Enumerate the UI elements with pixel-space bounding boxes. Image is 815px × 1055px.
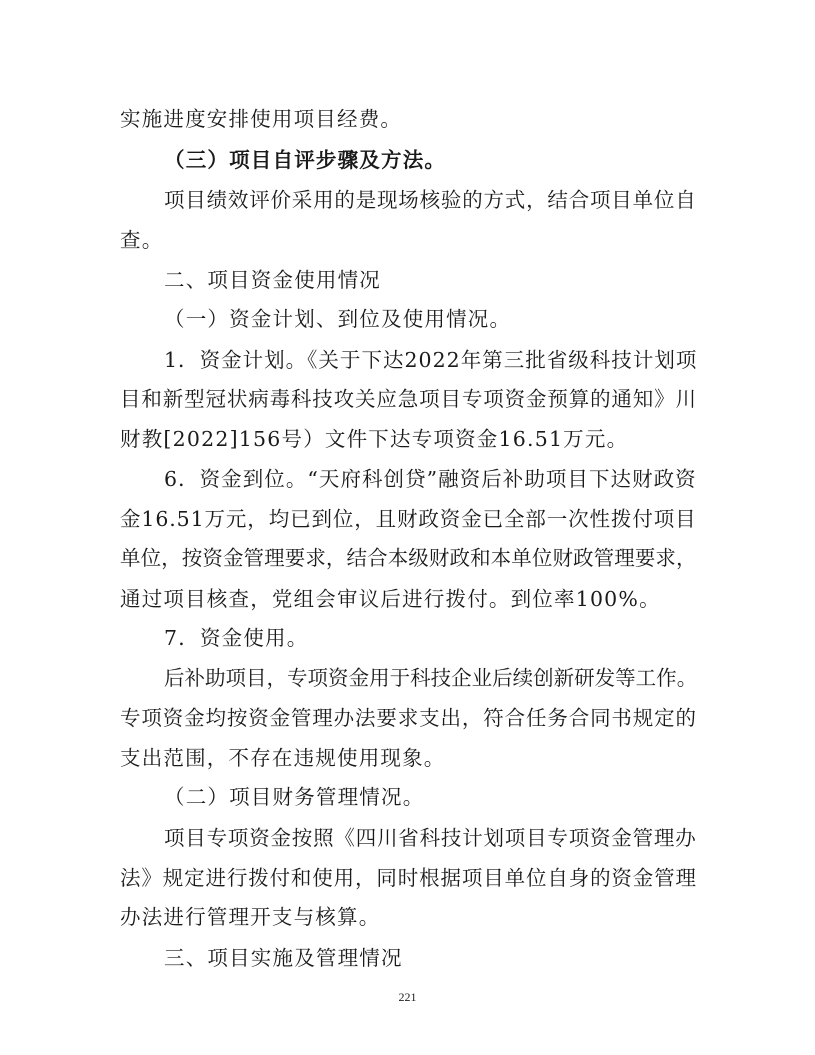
paragraph-line: 查。	[120, 228, 164, 252]
paragraph-line: 7．资金使用。	[164, 626, 309, 650]
paragraph-line: 通过项目核查，党组会审议后进行拨付。到位率100%。	[120, 587, 661, 611]
paragraph-line: 项目绩效评价采用的是现场核验的方式，结合项目单位自	[164, 188, 697, 212]
paragraph-line: 实施进度安排使用项目经费。	[120, 107, 403, 131]
paragraph-line: 支出范围，不存在违规使用现象。	[120, 746, 446, 770]
paragraph-line: 法》规定进行拨付和使用，同时根据项目单位自身的资金管理	[120, 866, 697, 890]
page-number: 221	[398, 990, 417, 1004]
subsection-heading: （二）项目财务管理情况。	[164, 785, 425, 809]
paragraph-line: 办法进行管理开支与核算。	[120, 905, 381, 929]
paragraph-line: 金16.51万元，均已到位，且财政资金已全部一次性拨付项目	[120, 507, 697, 531]
section-heading: （三）项目自评步骤及方法。	[164, 148, 447, 172]
paragraph-line: 目和新型冠状病毒科技攻关应急项目专项资金预算的通知》川	[120, 387, 697, 411]
subsection-heading: （一）资金计划、到位及使用情况。	[164, 307, 512, 331]
section-heading: 二、项目资金使用情况	[164, 268, 381, 292]
paragraph-line: 财教[2022]156号）文件下达专项资金16.51万元。	[120, 427, 629, 451]
paragraph-line: 单位，按资金管理要求，结合本级财政和本单位财政管理要求，	[120, 546, 697, 570]
paragraph-line: 项目专项资金按照《四川省科技计划项目专项资金管理办	[164, 826, 697, 850]
paragraph-line: 专项资金均按资金管理办法要求支出，符合任务合同书规定的	[120, 706, 697, 730]
section-heading: 三、项目实施及管理情况	[164, 946, 403, 970]
paragraph-line: 1．资金计划。《关于下达2022年第三批省级科技计划项	[164, 348, 698, 372]
paragraph-line: 后补助项目，专项资金用于科技企业后续创新研发等工作。	[164, 666, 698, 690]
paragraph-line: 6．资金到位。“天府科创贷”融资后补助项目下达财政资	[164, 467, 697, 491]
